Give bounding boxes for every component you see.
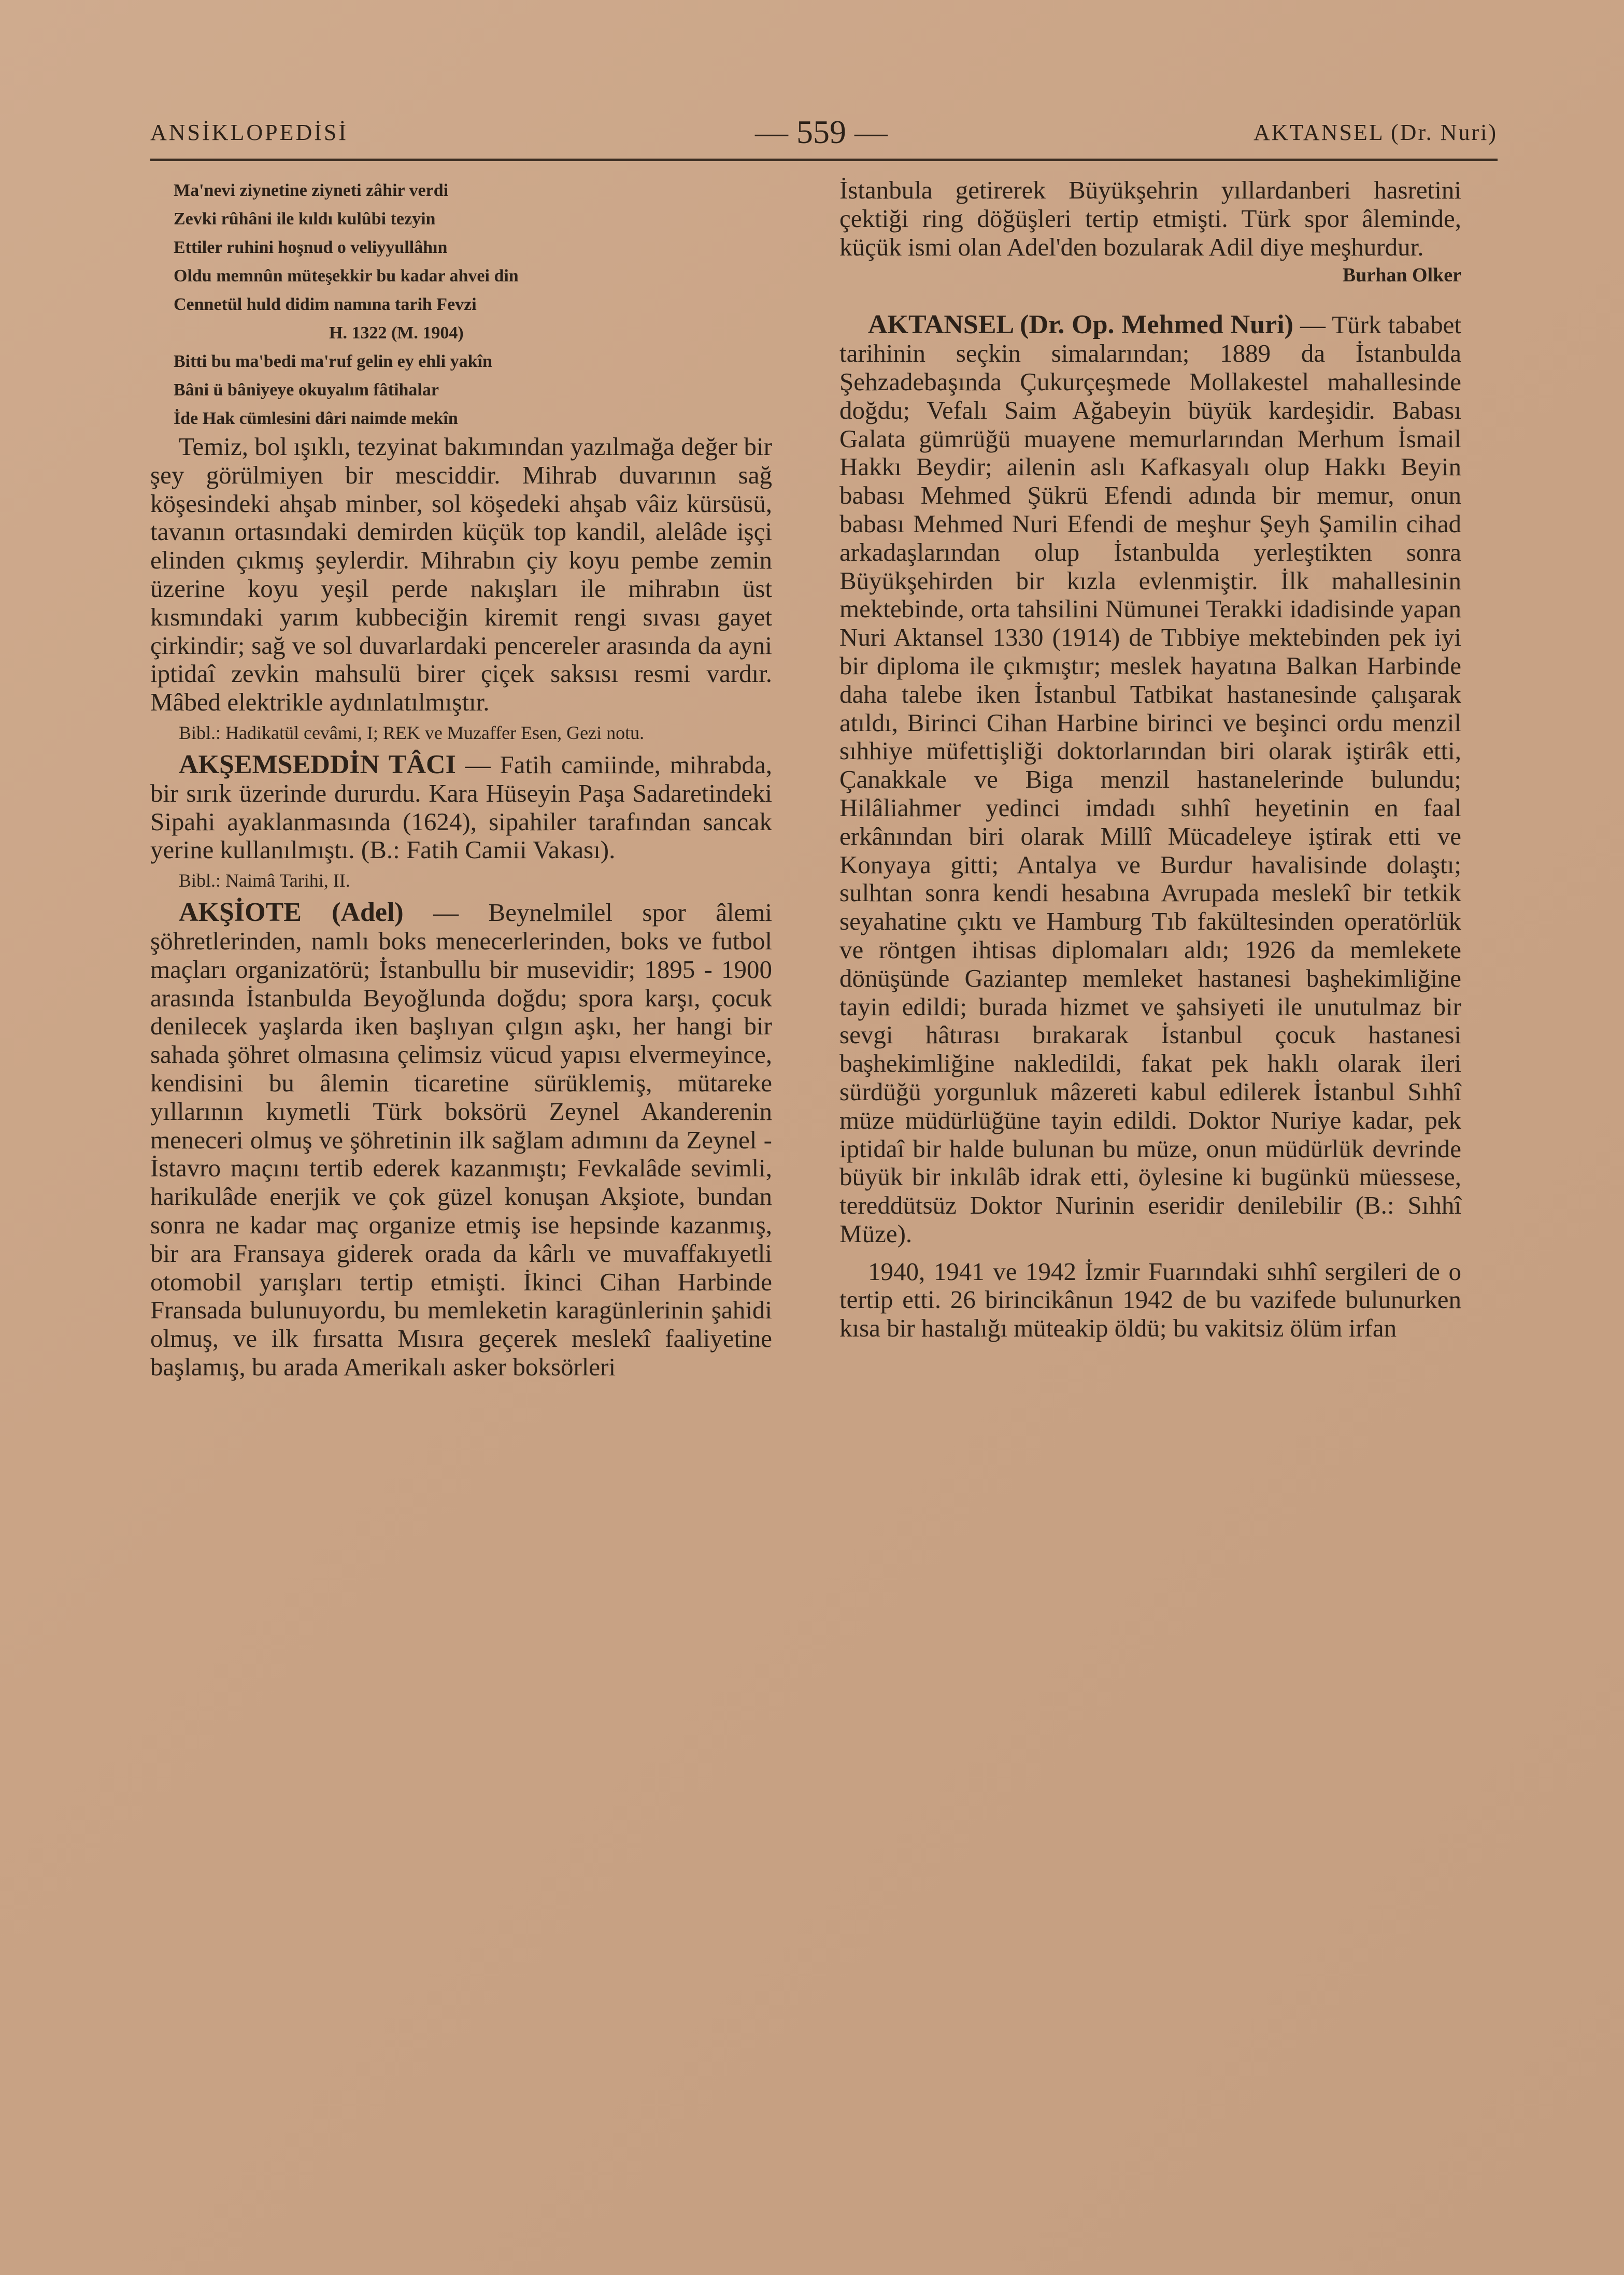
- poem-line: Oldu memnûn müteşekkir bu kadar ahvei din: [174, 266, 519, 286]
- entry-text: — Fatih camiinde, mihrabda, bir sırık üzerinde dururdu. Kara Hüseyin Paşa Sadaretindeki Sipahi ayaklanmasında (1624), sipahiler tarafından sancak yerine kullanılmıştı. (B.: Fatih Camii Vakası).: [150, 750, 772, 864]
- running-head-right: AKTANSEL (Dr. Nuri): [1253, 120, 1498, 145]
- running-head-left: ANSİKLOPEDİSİ: [150, 120, 348, 145]
- entry-text: — Beynelmilel spor âlemi şöhretlerinden, namlı boks menecerlerinden, boks ve futbol maçları organizatörü; İstanbullu bir musevidir; 1895 - 1900 arasında İstanbulda Beyoğlunda doğdu; spora karşı, çocuk denilecek yaşlarda iken başlıyan çılgın aşkı, her hangi bir sahada şöhret olmasına çelimsiz vücud yapısı elvermeyince, kendisini bu âlemin ticaretine sürüklemiş, mütareke yıllarının kıymetli Türk boksörü Zeynel Akanderenin meneceri olmuş ve şöhretinin ilk sağlam adımını da Zeynel - İstavro maçını tertib ederek kazanmıştı; Fevkalâde sevimli, harikulâde enerjik ve çok güzel konuşan Akşiote, bundan sonra ne kadar maç organize etmiş ise hepsinde kazanmış, bir ara Fransaya giderek orada da kârlı ve muvaffakıyetli otomobil yarışları tertip etmişti. İkinci Cihan Harbinde Fransada bulunuyordu, bu memleketin karagünlerinin şahidi olmuş, ve ilk fırsatta Mısıra geçerek meslekî faaliyetine başlamış, bu arada Amerikalı asker boksörleri: [150, 898, 772, 1381]
- poem-line: Ma'nevi ziynetine ziyneti zâhir verdi: [174, 181, 449, 200]
- entry-gap: [839, 289, 1461, 311]
- poem-line: Bâni ü bâniyeye okuyalım fâtihalar: [174, 380, 439, 400]
- inscription-poem: [150, 176, 772, 433]
- page-header: [150, 113, 1498, 161]
- mosque-description: Temiz, bol ışıklı, tezyinat bakımından yazılmağa değer bir şey görülmiyen bir mesciddir. Mihrab duvarının sağ köşesindeki ahşab minber, sol köşedeki ahşab vâiz kürsüsü, tavanın ortasındaki demirden küçük top kandil, alelâde işçi elinden çıkmış şeylerdir. Mihrabın çiy koyu pembe zemin üzerine koyu yeşil perde nakışları ile mihrabın üst kısmındaki yarım kubbeciğin kiremit rengi sıvası gayet çirkindir; sağ ve sol duvarlardaki pencereler arasında da ayni iptidaî zevkin mahsulü birer çiçek saksısı resmi vardır. Mâbed elektrikle aydınlatılmıştır.: [150, 432, 772, 717]
- left-column: [150, 176, 772, 1382]
- poem-line: Zevki rûhâni ile kıldı kulûbi tezyin: [174, 209, 436, 229]
- aksiote-continuation: İstanbula getirerek Büyükşehrin yıllardanberi hasretini çektiği ring döğüşleri tertip etmişti. Türk spor âleminde, küçük ismi olan Adel'den bozularak Adil diye meşhurdur.: [839, 176, 1461, 261]
- right-column: [839, 176, 1461, 1343]
- entry-aktansel: [839, 311, 1461, 1248]
- poem-line: İde Hak cümlesini dâri naimde mekîn: [174, 409, 458, 428]
- page-number: — 559 —: [755, 113, 888, 150]
- headword: AKTANSEL (Dr. Op. Mehmed Nuri): [868, 310, 1293, 340]
- poem-line: Ettiler ruhini hoşnud o veliyyullâhın: [174, 238, 448, 257]
- entry-text: — Türk tababet tarihinin seçkin simalarından; 1889 da İstanbulda Şehzadebaşında Çukurçeşmede Mollakestel mahallesinde doğdu; Vefalı Saim Ağabeyin büyük kardeşidir. Babası Galata gümrüğü muayene memurlarından Merhum İsmail Hakkı Beydir; ailenin aslı Kafkasyalı olup Hakkı Beyin babası Mehmed Şükrü Efendi adında bir memur, onun babası Mehmed Nuri Efendi de meşhur Şeyh Şamilin cihad arkadaşlarından olup İstanbulda yerleştikten sonra Büyükşehirden bir kızla evlenmiştir. İlk mahallesinin mektebinde, orta tahsilini Nümunei Terakki idadisinde yapan Nuri Aktansel 1330 (1914) de Tıbbiye mektebinden pek iyi bir diploma ile çıkmıştır; meslek hayatına Balkan Harbinde daha talebe iken İstanbul Tatbikat hastanesinde çalışarak atıldı, Birinci Cihan Harbine birinci ve beşinci ordu menzil sıhhiye müfettişliği doktorlarından biri olarak iştirâk etti, Çanakkale ve Biga menzil hastanelerinde bulundu; Hilâliahmer yedinci imdadı sıhhî heyetinin en faal erkânından biri olarak Millî Mücadeleye iştirak etti ve Konyaya gitti; Antalya ve Burdur havalisinde dolaştı; sulhtan sonra kendi hesabına Avrupada meslekî bir tetkik seyahatine çıktı ve Hamburg Tıb fakültesinden operatörlük ve röntgen ihtisas diplomaları aldı; 1926 da memlekete dönüşünde Gaziantep memleket hastanesi başhekimliğine tayin edildi; burada hizmet ve şahsiyeti ile unutulmaz bir sevgi hâtırası bırakarak İstanbul çocuk hastanesi başhekimliğine nakledildi, fakat pek haklı olarak ileri sürdüğü yorgunluk mâzereti kabul edilerek İstanbul Sıhhî müze müdürlüğüne tayin edildi. Doktor Nuriye kadar, pek iptidaî bir halde bulunan bu müze, onun müdürlük devrinde büyük bir inkılâb idrak etti, öylesine ki bugünkü müessese, tereddütsüz Doktor Nurinin eseridir denilebilir (B.: Sıhhî Müze).: [839, 310, 1461, 1248]
- headword: AKŞİOTE (Adel): [179, 898, 404, 928]
- author-signature: Burhan Olker: [1342, 264, 1461, 287]
- poem-date-line: H. 1322 (M. 1904): [329, 323, 464, 343]
- poem-line: Cennetül huld didim namına tarih Fevzi: [174, 295, 477, 314]
- headword: AKŞEMSEDDİN TÂCI: [179, 749, 456, 779]
- poem-line: Bitti bu ma'bedi ma'ruf gelin ey ehli yakîn: [174, 352, 492, 371]
- bibliography-note: Bibl.: Naimâ Tarihi, II.: [179, 870, 350, 891]
- entry-aksiote: [150, 899, 772, 1382]
- entry-aksemseddin-taci: [150, 751, 772, 864]
- header-rule: [150, 159, 1498, 161]
- aktansel-paragraph-2: 1940, 1941 ve 1942 İzmir Fuarındaki sıhhî sergileri de o tertip etti. 26 birincikânun 1942 de bu vazifede bulunurken kısa bir hastalığı müteakip öldü; bu vakitsiz ölüm irfan: [839, 1257, 1461, 1343]
- bibliography-note: Bibl.: Hadikatül cevâmi, I; REK ve Muzaffer Esen, Gezi notu.: [179, 722, 645, 743]
